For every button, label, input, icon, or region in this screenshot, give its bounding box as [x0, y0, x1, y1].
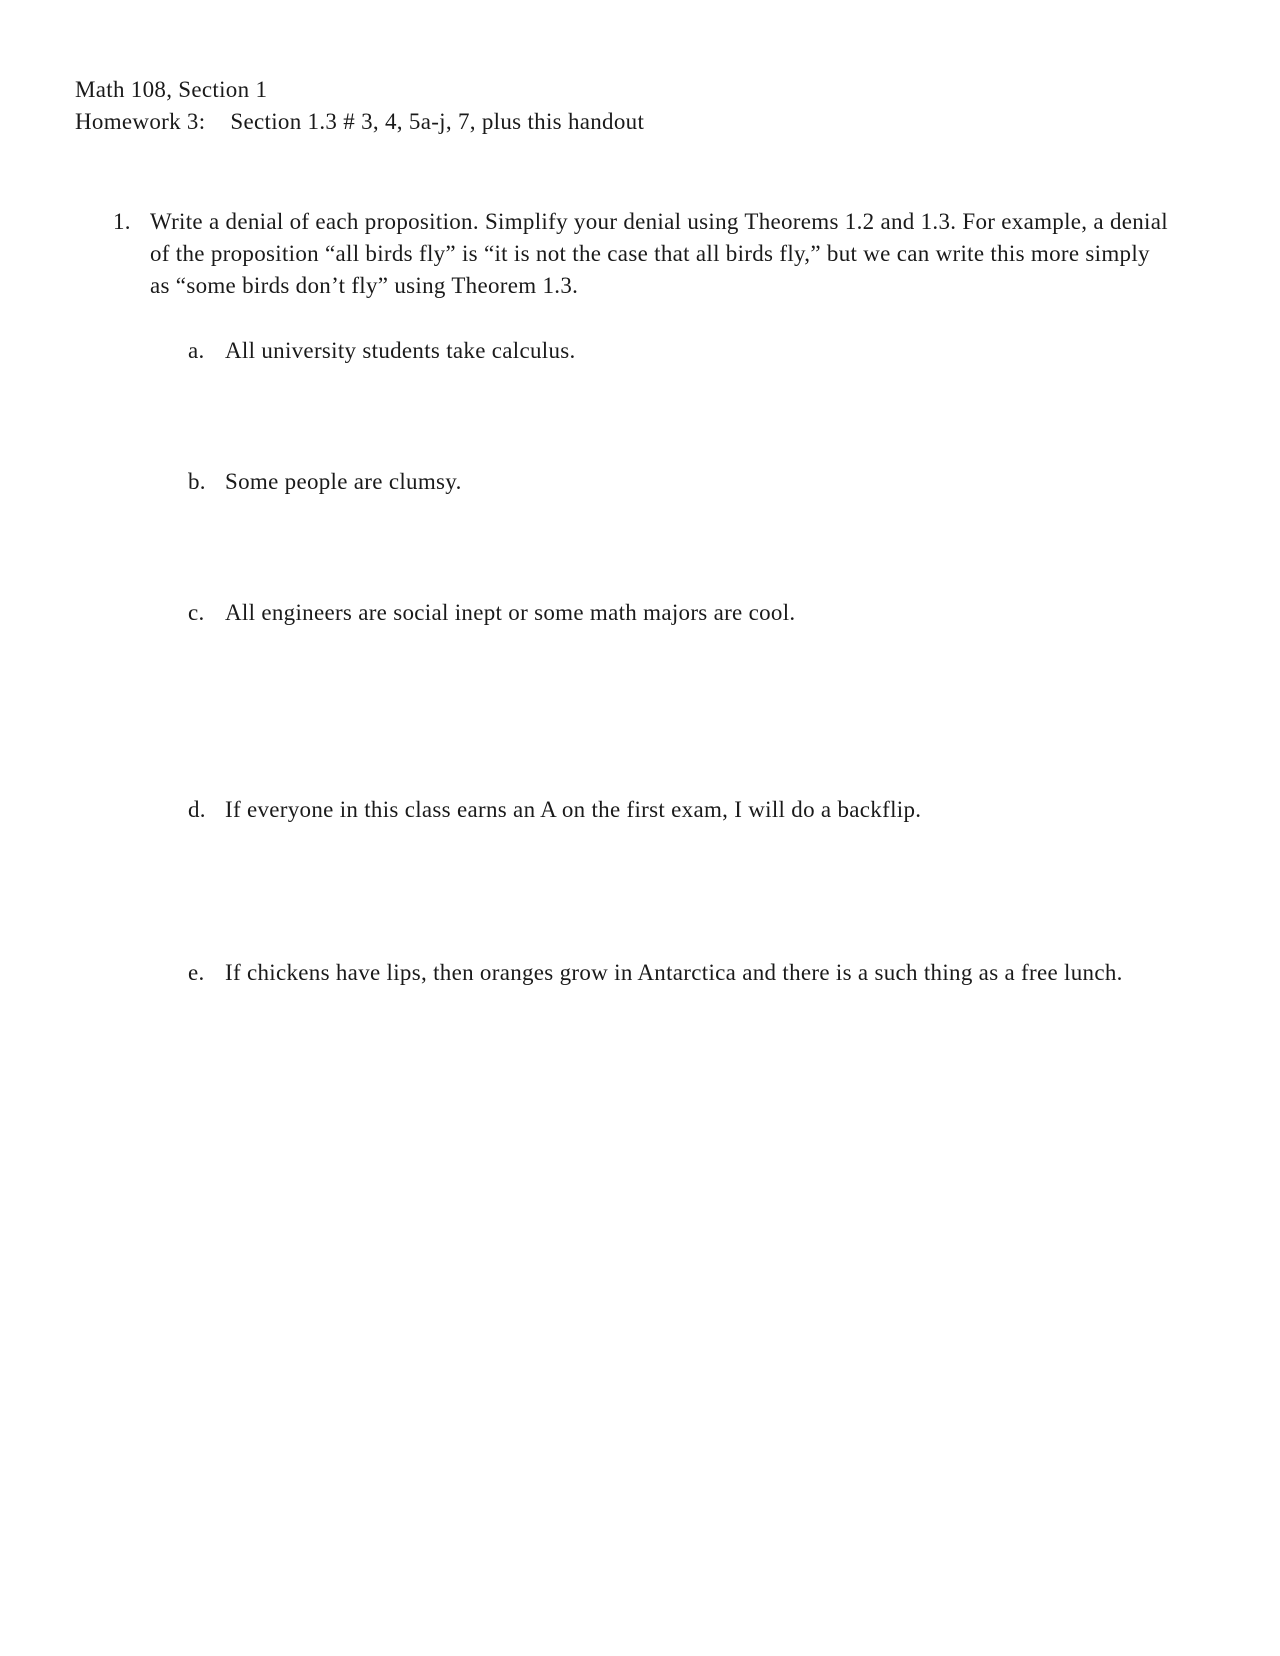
part-text: All university students take calculus.	[225, 338, 576, 363]
part-text: If chickens have lips, then oranges grow in Antarctica and there is a such thing as a free lunch.	[225, 960, 1123, 985]
homework-assignment: Section 1.3 # 3, 4, 5a-j, 7, plus this handout	[230, 109, 645, 134]
problem-part-a	[188, 335, 1188, 367]
part-text: Some people are clumsy.	[225, 469, 462, 494]
part-letter: b.	[188, 469, 206, 494]
problem-part-d	[188, 794, 1188, 826]
homework-label: Homework 3:	[75, 109, 206, 134]
problem-1	[113, 206, 1173, 302]
part-text: All engineers are social inept or some math majors are cool.	[225, 600, 796, 625]
homework-line	[75, 106, 644, 138]
part-letter: d.	[188, 797, 206, 822]
course-title-text: Math 108, Section 1	[75, 77, 268, 102]
problem-number: 1.	[113, 209, 131, 234]
problem-part-e	[188, 957, 1188, 989]
problem-part-c	[188, 597, 1188, 629]
part-letter: c.	[188, 600, 205, 625]
problem-part-b	[188, 466, 1188, 498]
part-letter: e.	[188, 960, 205, 985]
part-letter: a.	[188, 338, 205, 363]
part-text: If everyone in this class earns an A on the first exam, I will do a backflip.	[225, 797, 922, 822]
problem-instructions: Write a denial of each proposition. Simplify your denial using Theorems 1.2 and 1.3. For example, a denial of the proposition “all birds fly” is “it is not the case that all birds fly,” but we can write this more simply as “some birds don’t fly” using Theorem 1.3.	[150, 209, 1168, 298]
course-title	[75, 74, 267, 106]
